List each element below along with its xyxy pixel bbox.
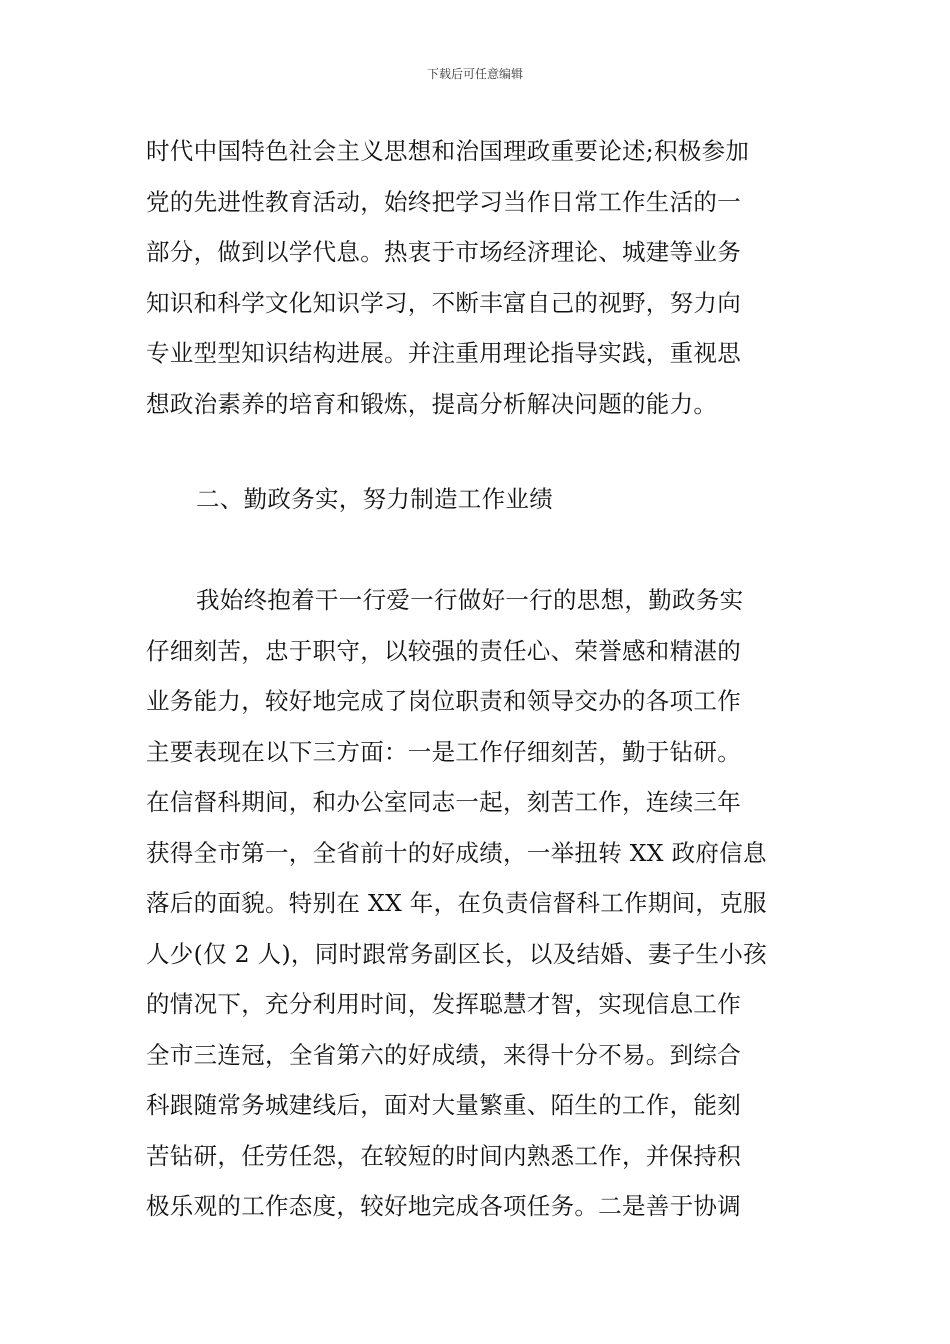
- paragraph-line: 专业型型知识结构进展。并注重用理论指导实践，重视思: [146, 339, 741, 367]
- paragraph-line: 我始终抱着干一行爱一行做好一行的思想，勤政务实: [196, 586, 744, 614]
- paragraph-line: 仔细刻苦，忠于职守，以较强的责任心、荣誉感和精湛的: [146, 636, 741, 665]
- paragraph-line: 知识和科学文化知识学习，不断丰富自己的视野，努力向: [146, 288, 741, 317]
- section-heading: [146, 474, 808, 525]
- paragraph-line: 落后的面貌。特别在 XX 年，在负责信督科工作期间，克服: [146, 889, 767, 917]
- paragraph-line: 部分，做到以学代息。热衷于市场经济理论、城建等业务: [146, 238, 741, 266]
- section-heading-text: 二、勤政务实，努力制造工作业绩: [196, 485, 553, 513]
- page-header: 下载后可任意编辑: [426, 67, 523, 81]
- paragraph-line: 获得全市第一，全省前十的好成绩，一举扭转 XX 政府信息: [146, 838, 767, 867]
- paragraph-1: [146, 126, 808, 429]
- paragraph-line: 全市三连冠，全省第六的好成绩，来得十分不易。到综合: [146, 1040, 741, 1069]
- paragraph-line: 人少(仅 2 人)，同时跟常务副区长，以及结婚、妻子生小孩: [146, 939, 767, 968]
- paragraph-line: 想政治素养的培育和锻炼，提高分析解决问题的能力。: [146, 389, 718, 418]
- paragraph-line: 党的先进性教育活动，始终把学习当作日常工作生活的一: [146, 187, 741, 216]
- paragraph-line: 主要表现在以下三方面：一是工作仔细刻苦，勤于钻研。: [146, 737, 741, 766]
- paragraph-line: 在信督科期间，和办公室同志一起，刻苦工作，连续三年: [146, 788, 741, 816]
- paragraph-2: [146, 575, 808, 1232]
- paragraph-line: 苦钻研，任劳任怨，在较短的时间内熟悉工作，并保持积: [146, 1141, 741, 1170]
- paragraph-line: 的情况下，充分利用时间，发挥聪慧才智，实现信息工作: [146, 990, 741, 1018]
- paragraph-line: 科跟随常务城建线后，面对大量繁重、陌生的工作，能刻: [146, 1091, 741, 1119]
- paragraph-line: 时代中国特色社会主义思想和治国理政重要论述;积极参加: [146, 137, 750, 165]
- paragraph-line: 极乐观的工作态度，较好地完成各项任务。二是善于协调: [146, 1192, 741, 1220]
- paragraph-line: 业务能力，较好地完成了岗位职责和领导交办的各项工作: [146, 687, 741, 715]
